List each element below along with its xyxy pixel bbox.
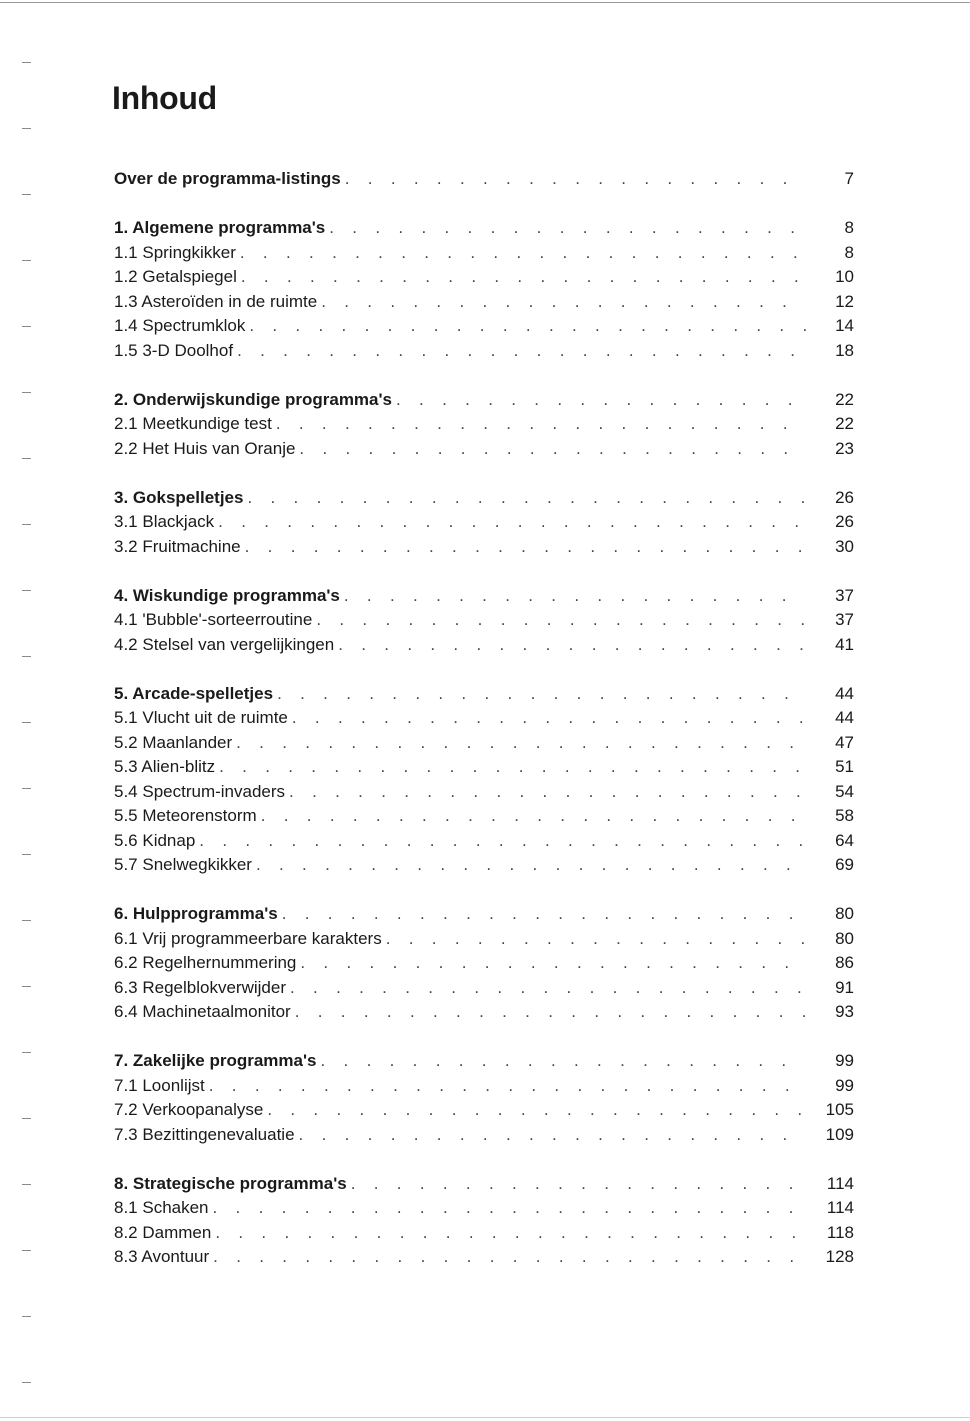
- toc-entry-label: 5.3 Alien-blitz: [114, 757, 216, 776]
- toc-entry-intro[interactable]: [114, 167, 854, 192]
- dot-leader: [292, 706, 806, 731]
- toc-entry-page: 7: [844, 169, 854, 188]
- margin-tick: [22, 1382, 31, 1383]
- toc-entry-label: Over de programma-listings: [114, 169, 341, 188]
- toc-entry-label: 1.5 3-D Doolhof: [114, 340, 234, 360]
- toc-entry-page: 37: [835, 610, 854, 629]
- dot-leader: [240, 241, 806, 266]
- toc-entry-label: 5.1 Vlucht uit de ruimte: [114, 708, 288, 727]
- toc-entry[interactable]: [114, 951, 854, 976]
- toc-entry-label: 5. Arcade-spelletjes: [114, 683, 274, 703]
- toc-entry-page: 69: [835, 855, 854, 874]
- toc-entry-label: 2. Onderwijskundige programma's: [114, 389, 393, 409]
- toc-entry-label: 4.2 Stelsel van vergelijkingen: [114, 634, 335, 654]
- margin-tick: [22, 854, 31, 855]
- toc-entry[interactable]: [114, 731, 854, 756]
- margin-tick: [22, 788, 31, 789]
- dot-leader: [295, 1000, 806, 1025]
- toc-entry[interactable]: [114, 755, 854, 780]
- toc-entry-page: 86: [835, 953, 854, 972]
- toc-entry-label: 6.1 Vrij programmeerbare karakters: [114, 928, 382, 948]
- toc-entry[interactable]: [114, 1074, 854, 1099]
- toc-entry[interactable]: [114, 265, 854, 290]
- toc-entry[interactable]: [114, 412, 854, 437]
- margin-tick: [22, 590, 31, 591]
- margin-tick: [22, 920, 31, 921]
- dot-leader: [237, 339, 806, 364]
- toc-entry-page: 44: [835, 708, 854, 727]
- dot-leader: [261, 804, 806, 829]
- toc-entry[interactable]: [114, 437, 854, 462]
- toc-entry[interactable]: [114, 608, 854, 633]
- toc-entry[interactable]: [114, 927, 854, 952]
- toc-entry[interactable]: [114, 853, 854, 878]
- toc-entry-label: 3. Gokspelletjes: [114, 487, 244, 507]
- toc-section-heading[interactable]: [114, 486, 854, 511]
- margin-tick: [22, 1250, 31, 1251]
- toc-entry-label: 7.1 Loonlijst: [114, 1075, 205, 1095]
- toc-entry-label: 5.2 Maanlander: [114, 732, 233, 752]
- margin-tick: [22, 392, 31, 393]
- dot-leader: [245, 535, 806, 560]
- toc-entry-label: 6. Hulpprogramma's: [114, 904, 278, 923]
- margin-tick: [22, 128, 31, 129]
- dot-leader: [282, 902, 806, 927]
- toc-entry-page: 51: [835, 757, 854, 776]
- margin-tick: [22, 1118, 31, 1119]
- margin-tick: [22, 656, 31, 657]
- toc-entry-label: 8.1 Schaken: [114, 1198, 209, 1217]
- margin-tick: [22, 1316, 31, 1317]
- dot-leader: [249, 314, 806, 339]
- dot-leader: [213, 1245, 806, 1270]
- toc-entry[interactable]: [114, 1098, 854, 1123]
- toc-section-heading[interactable]: [114, 216, 854, 241]
- toc-entry-page: 54: [835, 781, 854, 801]
- margin-tick: [22, 458, 31, 459]
- toc-entry-page: 99: [835, 1075, 854, 1095]
- dot-leader: [276, 412, 806, 437]
- toc-entry[interactable]: [114, 1221, 854, 1246]
- toc-entry-label: 2.2 Het Huis van Oranje: [114, 438, 296, 458]
- toc-entry-label: 8.2 Dammen: [114, 1222, 212, 1242]
- toc-entry-page: 41: [835, 634, 854, 654]
- toc-entry-page: 80: [835, 904, 854, 923]
- toc-entry[interactable]: [114, 780, 854, 805]
- toc-entry-label: 7.2 Verkoopanalyse: [114, 1100, 264, 1119]
- dot-leader: [256, 853, 806, 878]
- toc-entry-label: 5.7 Snelwegkikker: [114, 855, 252, 874]
- dot-leader: [320, 1049, 806, 1074]
- dot-leader: [321, 290, 806, 315]
- dot-leader: [199, 829, 806, 854]
- page-top-edge: [0, 2, 970, 3]
- toc-section-heading[interactable]: [114, 1172, 854, 1197]
- dot-leader: [290, 976, 806, 1001]
- toc-entry[interactable]: [114, 1123, 854, 1148]
- toc-entry[interactable]: [114, 241, 854, 266]
- dot-leader: [236, 731, 806, 756]
- toc-entry-page: 99: [835, 1051, 854, 1070]
- toc-entry-label: 1.4 Spectrumklok: [114, 316, 246, 335]
- dot-leader: [329, 216, 806, 241]
- toc-entry-label: 4.1 'Bubble'-sorteerroutine: [114, 610, 313, 629]
- toc-entry-page: 91: [835, 977, 854, 997]
- toc-entry-label: 6.4 Machinetaalmonitor: [114, 1002, 291, 1021]
- toc-entry-page: 8: [844, 242, 854, 262]
- toc-entry-label: 3.1 Blackjack: [114, 512, 215, 531]
- binding-margin-marks: [0, 0, 40, 1421]
- toc-entry[interactable]: [114, 976, 854, 1001]
- toc-section-heading[interactable]: [114, 1049, 854, 1074]
- toc-entry[interactable]: [114, 804, 854, 829]
- toc-entry-label: 3.2 Fruitmachine: [114, 536, 241, 556]
- dot-leader: [345, 167, 806, 192]
- toc-entry-page: 64: [835, 830, 854, 850]
- dot-leader: [351, 1172, 806, 1197]
- toc-section-heading[interactable]: [114, 584, 854, 609]
- margin-tick: [22, 326, 31, 327]
- toc-entry-label: 1. Algemene programma's: [114, 218, 326, 237]
- toc-section-heading[interactable]: [114, 902, 854, 927]
- dot-leader: [396, 388, 806, 413]
- dot-leader: [277, 682, 806, 707]
- page-bottom-edge: [0, 1417, 970, 1418]
- dot-leader: [338, 633, 806, 658]
- dot-leader: [316, 608, 806, 633]
- toc-entry[interactable]: [114, 829, 854, 854]
- margin-tick: [22, 722, 31, 723]
- dot-leader: [289, 780, 806, 805]
- toc-entry-page: 109: [825, 1124, 854, 1144]
- toc-entry[interactable]: [114, 706, 854, 731]
- page-title: Inhoud: [112, 80, 217, 116]
- toc-entry-label: 1.1 Springkikker: [114, 242, 236, 262]
- toc-entry-page: 22: [835, 414, 854, 433]
- toc-entry[interactable]: [114, 510, 854, 535]
- toc-entry-page: 26: [835, 512, 854, 531]
- dot-leader: [219, 755, 806, 780]
- toc-entry[interactable]: [114, 1000, 854, 1025]
- toc-entry[interactable]: [114, 290, 854, 315]
- toc-entry[interactable]: [114, 633, 854, 658]
- toc-entry[interactable]: [114, 1245, 854, 1270]
- dot-leader: [299, 437, 806, 462]
- toc-entry-page: 80: [835, 928, 854, 948]
- dot-leader: [218, 510, 806, 535]
- toc-entry-page: 114: [826, 1198, 854, 1217]
- toc-entry-page: 44: [835, 683, 854, 703]
- toc-entry-page: 23: [835, 438, 854, 458]
- dot-leader: [386, 927, 806, 952]
- toc-entry-label: 4. Wiskundige programma's: [114, 585, 340, 605]
- toc-entry-page: 47: [835, 732, 854, 752]
- toc-entry[interactable]: [114, 339, 854, 364]
- toc-entry-page: 58: [835, 806, 854, 825]
- toc-entry-label: 1.3 Asteroïden in de ruimte: [114, 291, 318, 311]
- toc-entry-label: 7. Zakelijke programma's: [114, 1051, 317, 1070]
- dot-leader: [209, 1074, 806, 1099]
- toc-entry-page: 8: [844, 218, 854, 237]
- margin-tick: [22, 986, 31, 987]
- dot-leader: [344, 584, 806, 609]
- dot-leader: [215, 1221, 806, 1246]
- dot-leader: [247, 486, 806, 511]
- toc-entry-page: 93: [835, 1002, 854, 1021]
- toc-entry-label: 6.3 Regelblokverwijder: [114, 977, 286, 997]
- toc-entry[interactable]: [114, 314, 854, 339]
- margin-tick: [22, 260, 31, 261]
- toc-entry-label: 1.2 Getalspiegel: [114, 267, 237, 286]
- margin-tick: [22, 1052, 31, 1053]
- toc-entry[interactable]: [114, 1196, 854, 1221]
- toc-entry-label: 8.3 Avontuur: [114, 1247, 210, 1266]
- toc-entry-page: 30: [835, 536, 854, 556]
- toc-entry-page: 10: [835, 267, 854, 286]
- toc-entry-page: 12: [835, 291, 854, 311]
- dot-leader: [241, 265, 806, 290]
- toc-entry-label: 7.3 Bezittingenevaluatie: [114, 1124, 295, 1144]
- dot-leader: [299, 1123, 806, 1148]
- toc-entry-label: 5.6 Kidnap: [114, 830, 196, 850]
- dot-leader: [300, 951, 806, 976]
- toc-entry-page: 18: [835, 340, 854, 360]
- toc-entry[interactable]: [114, 535, 854, 560]
- toc-entry-page: 22: [835, 389, 854, 409]
- toc-entry-label: 5.5 Meteorenstorm: [114, 806, 257, 825]
- toc-entry-label: 5.4 Spectrum-invaders: [114, 781, 286, 801]
- dot-leader: [213, 1196, 806, 1221]
- margin-tick: [22, 194, 31, 195]
- table-of-contents: [114, 167, 854, 1270]
- toc-section-heading[interactable]: [114, 388, 854, 413]
- margin-tick: [22, 1184, 31, 1185]
- toc-entry-page: 105: [825, 1100, 854, 1119]
- dot-leader: [267, 1098, 806, 1123]
- margin-tick: [22, 524, 31, 525]
- toc-entry-page: 128: [825, 1247, 854, 1266]
- toc-entry-page: 26: [835, 487, 854, 507]
- toc-section-heading[interactable]: [114, 682, 854, 707]
- toc-entry-label: 2.1 Meetkundige test: [114, 414, 272, 433]
- toc-entry-page: 37: [835, 585, 854, 605]
- toc-entry-page: 14: [835, 316, 854, 335]
- toc-entry-label: 6.2 Regelhernummering: [114, 953, 297, 972]
- margin-tick: [22, 62, 31, 63]
- toc-entry-page: 118: [826, 1222, 854, 1242]
- toc-entry-page: 114: [826, 1173, 854, 1193]
- toc-entry-label: 8. Strategische programma's: [114, 1173, 347, 1193]
